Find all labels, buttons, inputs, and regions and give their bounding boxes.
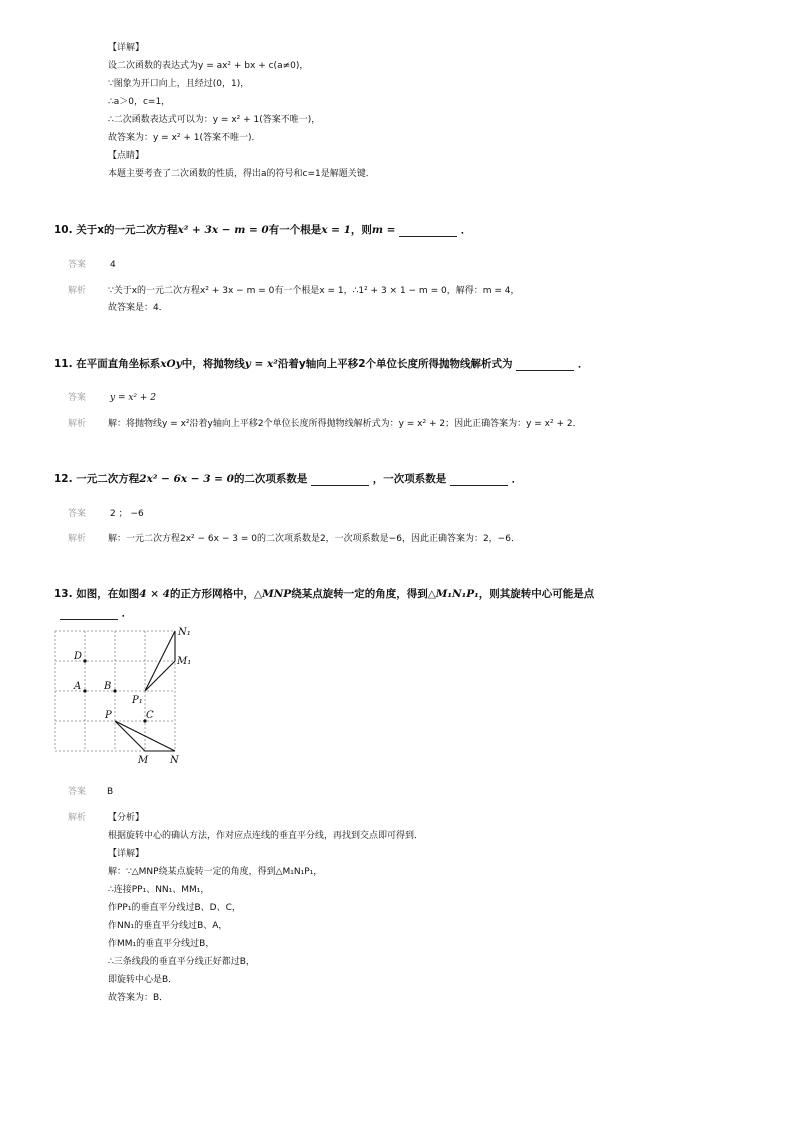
solution-line: ∴a＞0，c=1， — [108, 97, 171, 107]
analysis-line: ∴连接PP₁、NN₁、MM₁， — [108, 885, 210, 895]
analysis-label: 解析 — [68, 419, 87, 429]
label-d: D — [74, 651, 83, 662]
triangle-m1n1p1-shape — [145, 631, 175, 691]
grid-figure — [50, 620, 200, 770]
stem-text: ，一次项系数是 — [372, 473, 447, 485]
label-c: C — [146, 710, 154, 721]
question-number: 11. — [54, 358, 73, 370]
question-number: 12. — [54, 473, 73, 485]
analysis-line: 解：∵△MNP绕某点旋转一定的角度，得到△M₁N₁P₁， — [108, 867, 323, 877]
stem-end: ． — [121, 607, 133, 619]
root: x = 1 — [321, 224, 351, 236]
stem-text: 在平面直角坐标系 — [76, 358, 161, 370]
stem-text: 中，将抛物线 — [181, 358, 245, 370]
question-12-stem — [54, 472, 522, 486]
solution-line: 故答案为：y = x² + 1(答案不唯一)． — [108, 133, 261, 143]
stem-end: ． — [577, 358, 589, 370]
stem-text: ，则 — [350, 224, 372, 236]
triangle-mnp-shape — [115, 721, 175, 751]
stem-text: ，则其旋转中心可能是点 — [478, 588, 595, 600]
label-b: B — [104, 681, 112, 692]
analysis-line: 解：一元二次方程2x² − 6x − 3 = 0的二次项系数是2，一次项系数是−6，因此正确答案为：2，−6． — [108, 534, 520, 544]
coordinate-system: xOy — [160, 358, 182, 370]
detail-heading: 【详解】 — [108, 849, 145, 859]
question-number: 13. — [54, 588, 73, 600]
answer-label: 答案 — [68, 260, 87, 270]
triangle-m1n1p1: △M₁N₁P₁ — [427, 588, 479, 600]
analysis-line: 即旋转中心是B． — [108, 975, 178, 985]
analysis-line: ∵关于x的一元二次方程x² + 3x − m = 0有一个根是x = 1，∴1² + 3 × 1 − m = 0，解得：m = 4， — [108, 286, 520, 296]
answer-blank-linear[interactable] — [450, 485, 508, 486]
answer-label: 答案 — [68, 787, 87, 797]
parabola: y = x² — [244, 358, 278, 370]
stem-text: 沿着y轴向上平移2个单位长度所得抛物线解析式为 — [277, 358, 513, 370]
stem-text: 的二次项系数是 — [233, 473, 308, 485]
answer-value: 2 ； −6 — [110, 509, 144, 519]
answer-blank[interactable] — [516, 370, 574, 371]
analysis-line: 根据旋转中心的确认方法，作对应点连线的垂直平分线，再找到交点即可得到． — [108, 831, 424, 841]
question-10-stem — [54, 223, 471, 237]
stem-text: 关于x的一元二次方程 — [76, 224, 178, 236]
comment-heading: 【点睛】 — [108, 151, 145, 161]
equation: x² + 3x − m = 0 — [177, 224, 269, 236]
question-13-stem — [54, 587, 594, 601]
stem-end: ． — [511, 473, 523, 485]
stem-text: 的正方形网格中， — [170, 588, 254, 600]
stem-text: 有一个根是 — [268, 224, 322, 236]
solution-line: ∵图象为开口向上，且经过(0，1)， — [108, 79, 250, 89]
question-number: 10. — [54, 224, 73, 236]
triangle-mnp: △MNP — [254, 588, 292, 600]
label-m: M — [138, 755, 149, 766]
analysis-label: 解析 — [68, 286, 87, 296]
analysis-line: 作MM₁的垂直平分线过B， — [108, 939, 215, 949]
label-p1: P₁ — [132, 695, 143, 706]
label-n1: N₁ — [178, 627, 191, 638]
label-n: N — [170, 755, 179, 766]
analysis-heading: 【分析】 — [108, 813, 145, 823]
answer-value: B — [107, 787, 114, 797]
analysis-line: 故答案是：4． — [108, 303, 168, 313]
answer-value: 4 — [110, 260, 116, 270]
answer-label: 答案 — [68, 393, 87, 403]
unknown: m = — [371, 224, 396, 236]
comment-text: 本题主要考查了二次函数的性质，得出a的符号和c=1是解题关键． — [108, 169, 375, 179]
point-b — [113, 689, 116, 692]
answer-blank[interactable] — [399, 236, 457, 237]
label-a: A — [74, 681, 82, 692]
stem-text: 绕某点旋转一定的角度，得到 — [291, 588, 428, 600]
answer-label: 答案 — [68, 509, 87, 519]
stem-text: 如图，在如图 — [76, 588, 140, 600]
detail-heading: 【详解】 — [108, 43, 145, 53]
analysis-label: 解析 — [68, 813, 87, 823]
analysis-label: 解析 — [68, 534, 87, 544]
label-m1: M₁ — [177, 656, 192, 667]
answer-blank-quadratic[interactable] — [311, 485, 369, 486]
label-p: P — [105, 710, 112, 721]
equation: 2x² − 6x − 3 = 0 — [139, 473, 234, 485]
stem-text: 一元二次方程 — [76, 473, 140, 485]
solution-line: 设二次函数的表达式为y = ax² + bx + c(a≠0)， — [108, 61, 309, 71]
answer-value: y = x² + 2 — [110, 393, 157, 403]
grid-size: 4 × 4 — [139, 588, 170, 600]
analysis-line: 故答案为：B． — [108, 993, 169, 1003]
stem-end: ． — [460, 224, 472, 236]
analysis-line: 作NN₁的垂直平分线过B、A， — [108, 921, 228, 931]
point-a — [83, 689, 86, 692]
analysis-line: ∴三条线段的垂直平分线正好都过B， — [108, 957, 255, 967]
solution-line: ∴二次函数表达式可以为：y = x² + 1(答案不唯一)， — [108, 115, 321, 125]
point-d — [83, 659, 86, 662]
analysis-line: 解：将抛物线y = x²沿着y轴向上平移2个单位长度所得抛物线解析式为：y = x² + 2；因此正确答案为：y = x² + 2． — [108, 419, 582, 429]
analysis-line: 作PP₁的垂直平分线过B、D、C， — [108, 903, 241, 913]
question-11-stem — [54, 357, 588, 371]
question-13-stem-cont — [60, 606, 132, 620]
